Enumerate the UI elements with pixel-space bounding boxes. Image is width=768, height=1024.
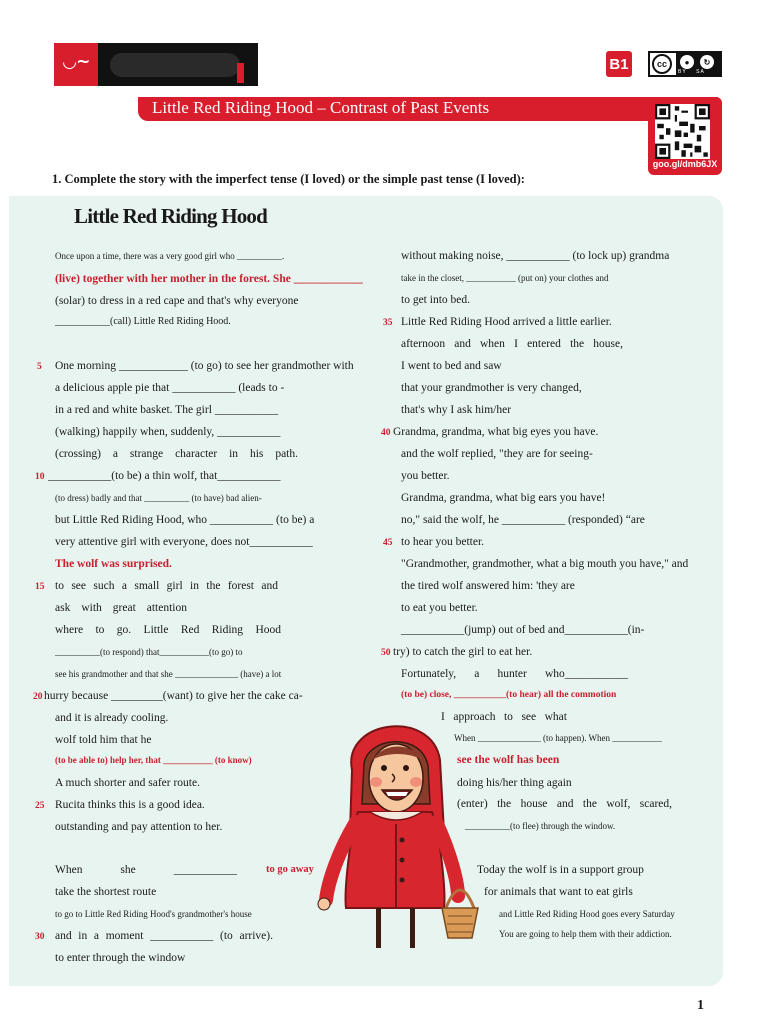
story-line: I approach to see what: [441, 711, 567, 723]
story-line: outstanding and pay attention to her.: [55, 821, 223, 833]
story-line: for animals that want to eat girls: [484, 886, 633, 898]
red-riding-hood-illustration: [312, 712, 482, 956]
exercise-instruction: 1. Complete the story with the imperfect tense (I loved) or the simple past tense (I loved):: [52, 172, 525, 186]
cc-license-badge: [648, 51, 722, 77]
story-title: Little Red Riding Hood: [74, 204, 268, 228]
story-line: (to dress) badly and that __________ (to have) bad alien-: [55, 493, 262, 503]
story-line: Rucita thinks this is a good idea.: [55, 799, 205, 811]
story-line: but Little Red Riding Hood, who ___________ (to be) a: [55, 514, 315, 526]
story-line: When she ___________: [55, 864, 237, 876]
story-line: to get into bed.: [401, 294, 470, 306]
story-line: "Grandmother, grandmother, what a big mouth you have," and: [401, 558, 689, 570]
story-line: to go to Little Red Riding Hood's grandmother's house: [55, 909, 252, 919]
story-line: (enter) the house and the wolf, scared,: [457, 798, 672, 810]
story-line: you better.: [401, 470, 450, 482]
line-number: 5: [37, 362, 42, 372]
share-alike-icon: ↻: [700, 55, 714, 69]
story-line: Fortunately, a hunter who___________: [401, 668, 628, 680]
story-line: see the wolf has been: [457, 754, 560, 766]
story-line: A much shorter and safer route.: [55, 777, 200, 789]
cc-icon: cc: [652, 54, 672, 74]
story-line: ___________(jump) out of bed and___________(in-: [401, 624, 645, 636]
story-line: Today the wolf is in a support group: [477, 864, 644, 876]
story-line: no," said the wolf, he ___________ (responded) “are: [401, 514, 645, 526]
story-line: ___________(call) Little Red Riding Hood.: [55, 316, 231, 327]
story-line: and the wolf replied, "they are for seeing-: [401, 448, 593, 460]
story-line: to enter through the window: [55, 952, 186, 964]
story-line: and Little Red Riding Hood goes every Saturday: [499, 909, 675, 919]
line-number: 35: [383, 318, 393, 328]
story-line: doing his/her thing again: [457, 777, 572, 789]
story-line: that your grandmother is very changed,: [401, 382, 582, 394]
worksheet-title: Little Red Riding Hood – Contrast of Past Events: [152, 98, 490, 117]
story-line: to see such a small girl in the forest and: [55, 580, 278, 592]
qr-code-icon[interactable]: [655, 104, 710, 159]
story-line: Once upon a time, there was a very good girl who __________.: [55, 251, 285, 261]
story-line: __________(to respond) that___________(to go) to: [55, 647, 243, 657]
line-number: 20: [33, 692, 43, 702]
story-line: without making noise, ___________ (to lock up) grandma: [401, 250, 670, 262]
story-line: (crossing) a strange character in his path.: [55, 448, 298, 460]
page-number: 1: [697, 998, 704, 1013]
qr-link[interactable]: goo.gl/dmb6JX: [652, 159, 718, 169]
attribution-icon: ●: [680, 55, 694, 69]
story-line: (to be able to) help her, that ___________ (to know): [55, 755, 252, 765]
story-line: very attentive girl with everyone, does not___________: [55, 536, 313, 548]
story-line: that's why I ask him/her: [401, 404, 512, 416]
story-line-highlight: to go away: [266, 864, 314, 875]
story-line: and it is already cooling.: [55, 712, 169, 724]
logo-mark: ◡~: [63, 52, 91, 72]
story-line: __________(to flee) through the window.: [465, 821, 616, 831]
logo-wordmark: [110, 53, 240, 77]
story-line: afternoon and when I entered the house,: [401, 338, 623, 350]
line-number: 15: [35, 582, 45, 592]
story-line: to hear you better.: [401, 536, 485, 548]
story-line: You are going to help them with their addiction.: [499, 929, 672, 939]
line-number: 10: [35, 472, 45, 482]
story-line: One morning ____________ (to go) to see her grandmother with: [55, 360, 354, 372]
story-line: (walking) happily when, suddenly, ___________: [55, 426, 281, 438]
story-line: The wolf was surprised.: [55, 558, 172, 570]
story-line: ___________(to be) a thin wolf, that___________: [48, 470, 281, 482]
story-line: a delicious apple pie that ___________ (leads to -: [55, 382, 285, 394]
story-line: ask with great attention: [55, 602, 187, 614]
story-line: I went to bed and saw: [401, 360, 502, 372]
line-number: 45: [383, 538, 393, 548]
story-line: Little Red Riding Hood arrived a little earlier.: [401, 316, 612, 328]
license-sa: SA: [696, 69, 705, 75]
story-line: in a red and white basket. The girl ___________: [55, 404, 279, 416]
story-line: see his grandmother and that she ______________ (have) a lot: [55, 669, 282, 679]
story-line: (to be) close, ___________(to hear) all the commotion: [401, 690, 617, 700]
brand-logo: [54, 43, 258, 86]
story-line: and in a moment ___________ (to arrive).: [55, 930, 273, 942]
story-line: take in the closet, ___________ (put on) your clothes and: [401, 273, 609, 283]
line-number: 30: [35, 932, 45, 942]
line-number: 25: [35, 801, 45, 811]
line-number: 50: [381, 648, 391, 658]
story-line: When ______________ (to happen). When ___________: [454, 733, 662, 743]
story-line: hurry because _________(want) to give her the cake ca-: [44, 690, 303, 702]
line-number: 40: [381, 428, 391, 438]
story-line: to eat you better.: [401, 602, 478, 614]
story-line: try) to catch the girl to eat her.: [393, 646, 533, 658]
story-line: Grandma, grandma, what big eyes you have.: [393, 426, 599, 438]
story-line: take the shortest route: [55, 886, 157, 898]
story-line: wolf told him that he: [55, 734, 152, 746]
story-line: (live) together with her mother in the forest. She ____________: [55, 273, 363, 285]
story-line: where to go. Little Red Riding Hood: [55, 624, 281, 636]
story-line: the tired wolf answered him: 'they are: [401, 580, 575, 592]
license-by: BY: [678, 69, 687, 75]
story-line: Grandma, grandma, what big ears you have!: [401, 492, 606, 504]
level-badge: B1: [606, 51, 632, 77]
story-line: (solar) to dress in a red cape and that's why everyone: [55, 295, 299, 307]
